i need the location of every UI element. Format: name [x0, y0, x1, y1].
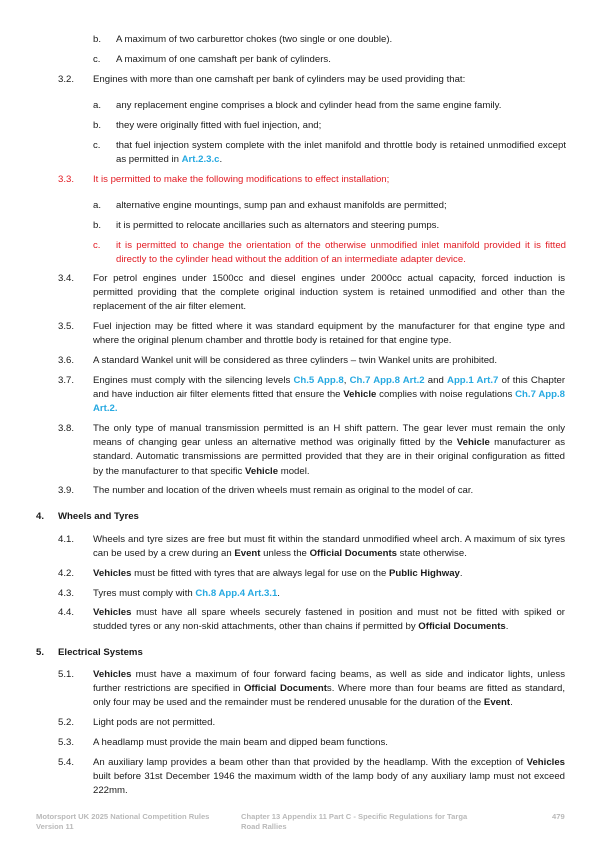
item-number: 3.5. [58, 321, 75, 332]
section-title: Wheels and Tyres [58, 511, 139, 522]
page-number: 479 [552, 812, 565, 821]
item-number: 5.3. [58, 737, 75, 748]
paragraph: alternative engine mountings, sump pan and exhaust manifolds are permitted; [116, 200, 447, 211]
item-number: 3.6. [58, 355, 75, 366]
item-number: 4.3. [58, 588, 75, 599]
paragraph: It is permitted to make the following modifications to effect installation; [93, 174, 390, 185]
item-number: c. [93, 54, 101, 65]
item-number: 3.3. [58, 174, 75, 185]
chapter-link[interactable]: Ch.7 App.8 Art.2. [93, 389, 565, 415]
paragraph: The only type of manual transmission permitted is an H shift pattern. The gear lever must remain the only means of changing gear unless an alternative method was originally fitted by the Vehicle manufacturer as standard. Automatic transmissions are permitted provided that they are in their original configuration as fitted by the manufacturer to that specific Vehicle model. [93, 423, 565, 477]
item-number: 5.4. [58, 757, 75, 768]
paragraph: Engines must comply with the silencing levels Ch.5 App.8, Ch.7 App.8 Art.2 and App.1 Art.7 of this Chapter and have induction air filter elements fitted that ensure the Vehicle complies with noise regulations Ch.7 App.8 Art.2. [93, 375, 566, 415]
paragraph: Vehicles must have all spare wheels securely fastened in position and must not be fitted with spiked or studded tyres or any non-skid attachments, other than chains if permitted by Official Documents. [93, 607, 565, 633]
footer-chapter: Chapter 13 Appendix 11 Part C - Specific Regulations for Targa Road Rallies [241, 812, 468, 831]
item-number: 3.2. [58, 74, 75, 85]
paragraph: Wheels and tyre sizes are free but must fit within the standard unmodified wheel arch. A maximum of six tyres can be used by a crew during an Event unless the Official Documents state otherwise. [93, 534, 565, 560]
paragraph: any replacement engine comprises a block and cylinder head from the same engine family. [116, 100, 502, 111]
paragraph: The number and location of the driven wheels must remain as original to the model of car. [93, 485, 474, 496]
item-number: 3.4. [58, 273, 75, 284]
paragraph: that fuel injection system complete with the inlet manifold and throttle body is retained unmodified except as permitted in Art.2.3.c. [116, 140, 566, 166]
paragraph: Vehicles must be fitted with tyres that are always legal for use on the Public Highway. [93, 568, 463, 579]
item-number: a. [93, 200, 102, 211]
paragraph: A maximum of one camshaft per bank of cylinders. [116, 54, 331, 65]
item-number: b. [93, 220, 102, 231]
chapter-link[interactable]: Ch.7 App.8 Art.2 [349, 375, 425, 386]
paragraph: Vehicles must have a maximum of four forward facing beams, as well as side and indicator lights, unless further restrictions are specified in Official Documents. Where more than four beams are fitted as standard, only four may be used and the remainder must be rendered unusable for the duration of the Event. [93, 669, 565, 709]
chapter-link[interactable]: App.1 Art.7 [447, 375, 499, 386]
footer-left: Motorsport UK 2025 National Competition Rules Version 11 [36, 812, 210, 831]
section-number: 5. [36, 647, 45, 658]
paragraph: it is permitted to relocate ancillaries such as alternators and steering pumps. [116, 220, 440, 231]
item-number: a. [93, 100, 102, 111]
paragraph: Engines with more than one camshaft per bank of cylinders may be used providing that: [93, 74, 466, 85]
section-title: Electrical Systems [58, 647, 143, 658]
paragraph: A standard Wankel unit will be considered as three cylinders – twin Wankel units are prohibited. [93, 355, 498, 366]
paragraph: it is permitted to change the orientation of the otherwise unmodified inlet manifold provided it is fitted directly to the cylinder head without the addition of an intermediate adapter device. [116, 240, 566, 266]
item-number: 3.7. [58, 375, 75, 386]
item-number: 3.8. [58, 423, 75, 434]
item-number: b. [93, 120, 102, 131]
item-number: 3.9. [58, 485, 75, 496]
section-number: 4. [36, 511, 45, 522]
paragraph: Fuel injection may be fitted where it was standard equipment by the manufacturer for that engine type and where the original plenum chamber and throttle body is retained for that engine type. [93, 321, 565, 347]
item-number: 4.2. [58, 568, 75, 579]
chapter-link[interactable]: Ch.8 App.4 Art.3.1 [195, 588, 278, 599]
paragraph: A headlamp must provide the main beam and dipped beam functions. [93, 737, 388, 748]
item-number: 4.1. [58, 534, 75, 545]
item-number: 5.2. [58, 717, 75, 728]
paragraph: Light pods are not permitted. [93, 717, 216, 728]
paragraph: Tyres must comply with Ch.8 App.4 Art.3.1. [93, 588, 280, 599]
paragraph: they were originally fitted with fuel injection, and; [116, 120, 322, 131]
item-number: c. [93, 140, 101, 151]
item-number: c. [93, 240, 101, 251]
paragraph: An auxiliary lamp provides a beam other than that provided by the headlamp. With the exception of Vehicles built before 31st December 1946 the maximum width of the lamp body of any auxiliary lamp must not exceed 222mm. [93, 757, 565, 797]
item-number: b. [93, 34, 102, 45]
item-number: 5.1. [58, 669, 75, 680]
paragraph: A maximum of two carburettor chokes (two single or one double). [116, 34, 393, 45]
paragraph: For petrol engines under 1500cc and diesel engines under 2000cc actual capacity, forced induction is permitted providing that the complete original induction system is retained unmodified and other than the replacement of the air filter element. [93, 273, 565, 313]
art-link[interactable]: Art.2.3.c [181, 154, 220, 166]
item-number: 4.4. [58, 607, 75, 618]
chapter-link[interactable]: Ch.5 App.8 [293, 375, 344, 386]
